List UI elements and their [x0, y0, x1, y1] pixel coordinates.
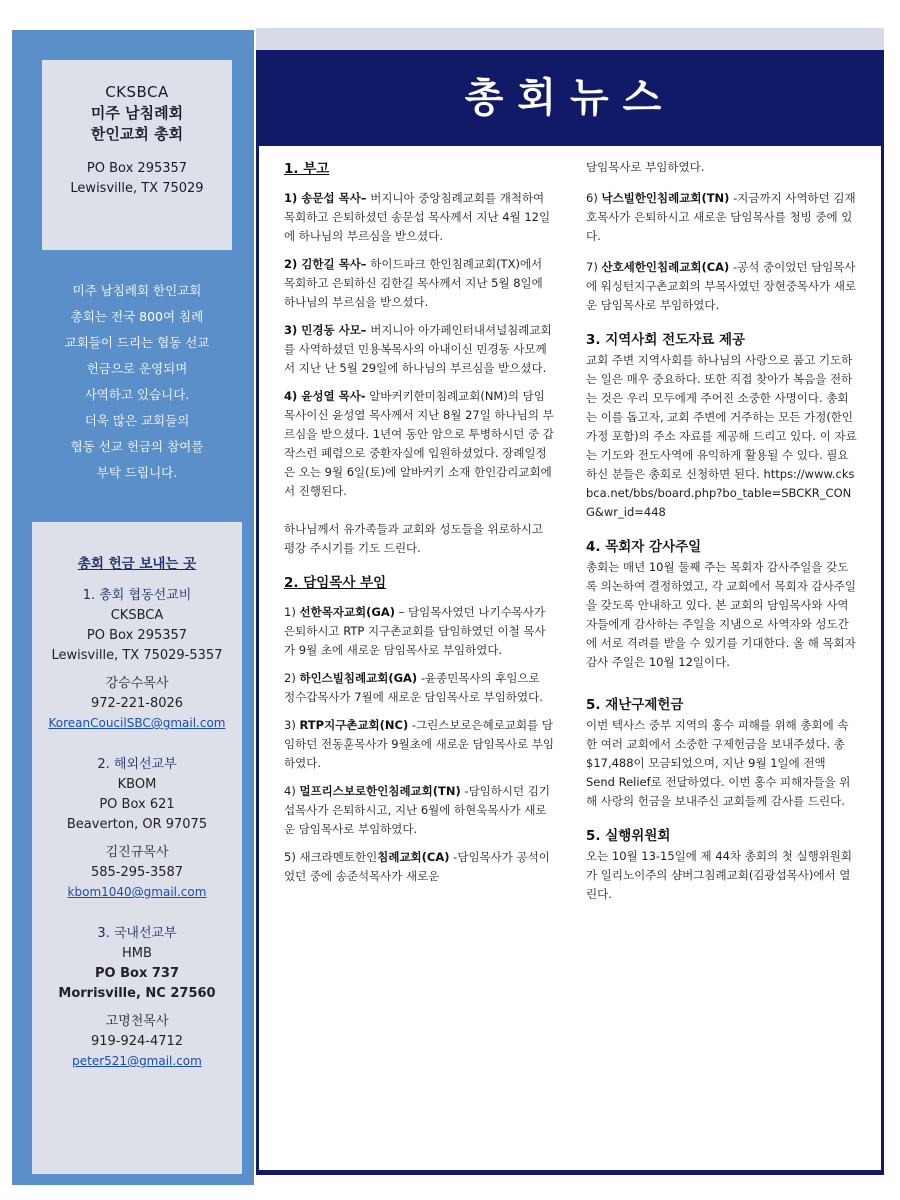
pastor-item — [284, 716, 554, 773]
pastor-item — [284, 669, 554, 707]
church-name: 침례교회(CA) — [377, 850, 450, 864]
church-name: 낙스빌한인침례교회(TN) — [601, 191, 730, 205]
column-left — [284, 158, 554, 886]
org-address-line1: PO Box 295357 — [86, 161, 188, 176]
obituary-item — [284, 189, 554, 246]
contact-phone: 919-924-4712 — [90, 1034, 184, 1049]
obituary-text: 버지니아 아가페인터내셔널침례교회를 사역하셨던 민용복목사의 아내이신 민경동 사모께서 지난 난 5월 29일에 하나님의 부르심을 받으셨다. — [284, 323, 552, 375]
newsletter-title: 총회뉴스 — [256, 50, 884, 146]
pastor-item-prefix: 2) — [284, 671, 300, 685]
pastor-item-prefix: 6) — [586, 191, 602, 205]
obituary-name: 3) 민경동 사모– — [284, 323, 367, 337]
section-title-pastor: 2. 담임목사 부임 — [284, 575, 387, 591]
contact-email-link[interactable]: peter521@gmail.com — [72, 1054, 202, 1068]
giving-line: PO Box 295357 — [86, 628, 188, 643]
giving-title: 총회 헌금 보내는 곳 — [77, 556, 197, 572]
section-title-obituary: 1. 부고 — [284, 161, 330, 177]
mission-line: 교회들이 드리는 협동 선교 — [64, 335, 210, 350]
contact-name: 고명천목사 — [105, 1014, 169, 1029]
disaster-relief-text: 이번 텍사스 중부 지역의 홍수 피해를 위해 총회에 속한 여러 교회에서 소중한 구제헌금을 보내주셨다. 총 $17,488이 모금되었으며, 지난 9월 1일에 전액 Send Relief로 전달하였다. 이번 홍수 피해자들을 위해 사랑의 헌금을 보내주신 교회들께 감사를 드린다. — [586, 718, 851, 808]
mission-statement — [34, 278, 240, 486]
contact-name: 강승수목사 — [105, 676, 169, 691]
pastor-text: -그린스보로은혜로교회를 담임하던 전동훈목사가 9월초에 새로운 담임목사로 부임하였다. — [284, 718, 554, 770]
header-top-band — [256, 28, 884, 50]
org-name: CKSBCA — [105, 83, 169, 101]
pastor-text: -윤종민목사의 후임으로 정수갑목사가 7월에 새로운 담임목사로 부임하였다. — [284, 671, 543, 704]
org-info-box — [42, 60, 232, 250]
pastor-appreciation-text: 총회는 매년 10월 둘째 주는 목회자 감사주일을 갖도록 의논하여 결정하였고, 각 교회에서 목회자 감사주일을 갖도록 안내하고 있다. 본 교회의 담임목사와 사역자들에게 감사하는 주일을 지냄으로 사역자와 성도간에 서로 격려를 받을 수 있기를 기대한다. 올 해 목회자 감사 주일은 10월 12일이다. — [586, 560, 856, 669]
contact-name: 김진규목사 — [105, 845, 169, 860]
org-name-line3: 한인교회 총회 — [90, 125, 184, 143]
giving-section-overseas — [32, 755, 242, 902]
giving-line: CKSBCA — [110, 608, 164, 623]
obituary-name: 2) 김한길 목사– — [284, 257, 367, 271]
bottom-border — [256, 1170, 884, 1175]
church-name: 산호세한인침례교회(CA) — [601, 260, 730, 274]
obituary-text: 버지니아 중앙침례교회를 개척하여 목회하고 은퇴하셨던 송문섭 목사께서 지난 4월 12일에 하나님의 부르심을 받으셨다. — [284, 191, 551, 243]
giving-section-head: 3. 국내선교부 — [97, 926, 177, 941]
pastor-text: -공석 중이었던 담임목사에 워싱턴지구촌교회의 부목사였던 장현중목사가 새로운 담임목사로 부임하였다. — [586, 260, 857, 312]
giving-line: Morrisville, NC 27560 — [58, 986, 216, 1001]
contact-phone: 972-221-8026 — [90, 696, 184, 711]
obituary-item — [284, 255, 554, 312]
church-name: 하인스빌침례교회(GA) — [299, 671, 418, 685]
section-title-disaster-relief: 5. 재난구제헌금 — [586, 697, 684, 713]
pastor-item — [284, 782, 554, 839]
obituary-item — [284, 387, 554, 501]
pastor-text: -담임목사가 공석이었던 중에 송준석목사가 새로운 — [284, 850, 550, 883]
mission-line: 더욱 많은 교회들의 — [84, 413, 190, 428]
giving-line: Beaverton, OR 97075 — [66, 817, 208, 832]
giving-contact — [32, 674, 242, 733]
pastor-item-prefix: 3) — [284, 718, 300, 732]
org-name-line2: 미주 남침례회 — [90, 104, 184, 122]
giving-line: Lewisville, TX 75029-5357 — [51, 648, 223, 663]
pastor-item — [586, 258, 858, 315]
giving-line: KBOM — [117, 777, 157, 792]
giving-section-head: 1. 총회 협동선교비 — [82, 588, 192, 603]
mission-line: 총회는 전국 800여 침례 — [70, 309, 204, 324]
pastor-text: – 담임목사였던 나기수목사가 은퇴하시고 RTP 지구촌교회를 담임하였던 이철 목사가 9월 초에 새로운 담임목사로 부임하였다. — [284, 605, 546, 657]
giving-contact — [32, 843, 242, 902]
section-title-executive-committee: 5. 실행위원회 — [586, 828, 671, 844]
giving-section-cooperative — [32, 586, 242, 733]
giving-contact — [32, 1012, 242, 1071]
pastor-item — [586, 189, 858, 246]
pastor-item — [284, 848, 554, 886]
executive-committee-text: 오는 10월 13-15일에 제 44차 총회의 첫 실행위원회가 일리노이주의 샴버그침례교회(김광섭목사)에서 열린다. — [586, 849, 853, 901]
mission-line: 미주 남침례회 한인교회 — [72, 283, 202, 298]
pastor-item-prefix: 4) — [284, 784, 300, 798]
pastor-text: -담임하시던 김기섭목사가 은퇴하시고, 지난 6월에 하현욱목사가 새로운 담임목사로 부임하였다. — [284, 784, 550, 836]
prayer-text: 하나님께서 유가족들과 교회와 성도들을 위로하시고 평강 주시기를 기도 드린다. — [284, 522, 544, 555]
giving-line: HMB — [122, 946, 152, 961]
pastor-item-prefix: 7) — [586, 260, 602, 274]
giving-line: PO Box 737 — [95, 966, 179, 981]
contact-email-link[interactable]: KoreanCoucilSBC@gmail.com — [48, 716, 226, 730]
giving-line: PO Box 621 — [99, 797, 175, 812]
main-content — [256, 146, 884, 1174]
pastor-text: -지금까지 사역하던 김재호목사가 은퇴하시고 새로운 담임목사를 청빙 중에 있다. — [586, 191, 856, 243]
column-right — [586, 158, 858, 904]
pastor-item — [284, 603, 554, 660]
sidebar — [12, 30, 254, 1185]
obituary-name: 4) 윤성열 목사- — [284, 389, 366, 403]
mission-line: 부탁 드립니다. — [96, 465, 178, 480]
obituary-name: 1) 송문섭 목사– — [284, 191, 367, 205]
mission-line: 사역하고 있습니다. — [84, 387, 190, 402]
giving-section-domestic — [32, 924, 242, 1071]
contact-email-link[interactable]: kbom1040@gmail.com — [67, 885, 207, 899]
outreach-text: 교회 주변 지역사회를 하나님의 사랑으로 품고 기도하는 일은 매우 중요하다. 또한 직접 찾아가 복음을 전하는 것은 우리 모두에게 주어진 소중한 사명이다. 총회는 이를 돕고자, 교회 주변에 거주하는 모든 가정(한인 가정 포함)의 주소 자료를 제공해 드리고 있다. 이 자료는 기도와 전도사역에 유익하게 활용될 수 있다. 필요하신 분들은 총회로 신청하면 된다. https://www.cksbca.net/bbs/board.php?bo_table=SBCKR_CONG&wr_id=448 — [586, 353, 857, 519]
mission-line: 협동 선교 헌금의 참여를 — [70, 439, 204, 454]
section-title-outreach: 3. 지역사회 전도자료 제공 — [586, 332, 746, 348]
obituary-item — [284, 321, 554, 378]
contact-phone: 585-295-3587 — [90, 865, 184, 880]
section-title-pastor-appreciation: 4. 목회자 감사주일 — [586, 539, 702, 555]
giving-box — [32, 522, 242, 1174]
continued-text: 담임목사로 부임하였다. — [586, 160, 705, 174]
mission-line: 헌금으로 운영되며 — [86, 361, 188, 376]
church-name: 멀프리스보로한인침례교회(TN) — [299, 784, 461, 798]
giving-section-head: 2. 해외선교부 — [97, 757, 177, 772]
pastor-item-prefix: 5) 새크라멘토한인 — [284, 850, 378, 864]
pastor-item-prefix: 1) — [284, 605, 300, 619]
church-name: RTP지구촌교회(NC) — [299, 718, 409, 732]
org-address-line2: Lewisville, TX 75029 — [70, 181, 204, 196]
org-address — [42, 159, 232, 199]
church-name: 선한목자교회(GA) — [299, 605, 395, 619]
obituary-text: 하이드파크 한인침례교회(TX)에서 목회하고 은퇴하신 김한길 목사께서 지난 5월 8일에 하나님의 부르심을 받으셨다. — [284, 257, 543, 309]
obituary-text: 알바커키한미침례교회(NM)의 담임목사이신 윤성열 목사께서 지난 8월 27일 하나님의 부르심을 받으셨다. 1년여 동안 암으로 투병하시던 중 갑작스런 폐렴으로 중환자실에 입원하셨었다. 장례일정은 오는 9월 6일(토)에 알바커키 소재 한인감리교회에서 진행된다. — [284, 389, 554, 498]
